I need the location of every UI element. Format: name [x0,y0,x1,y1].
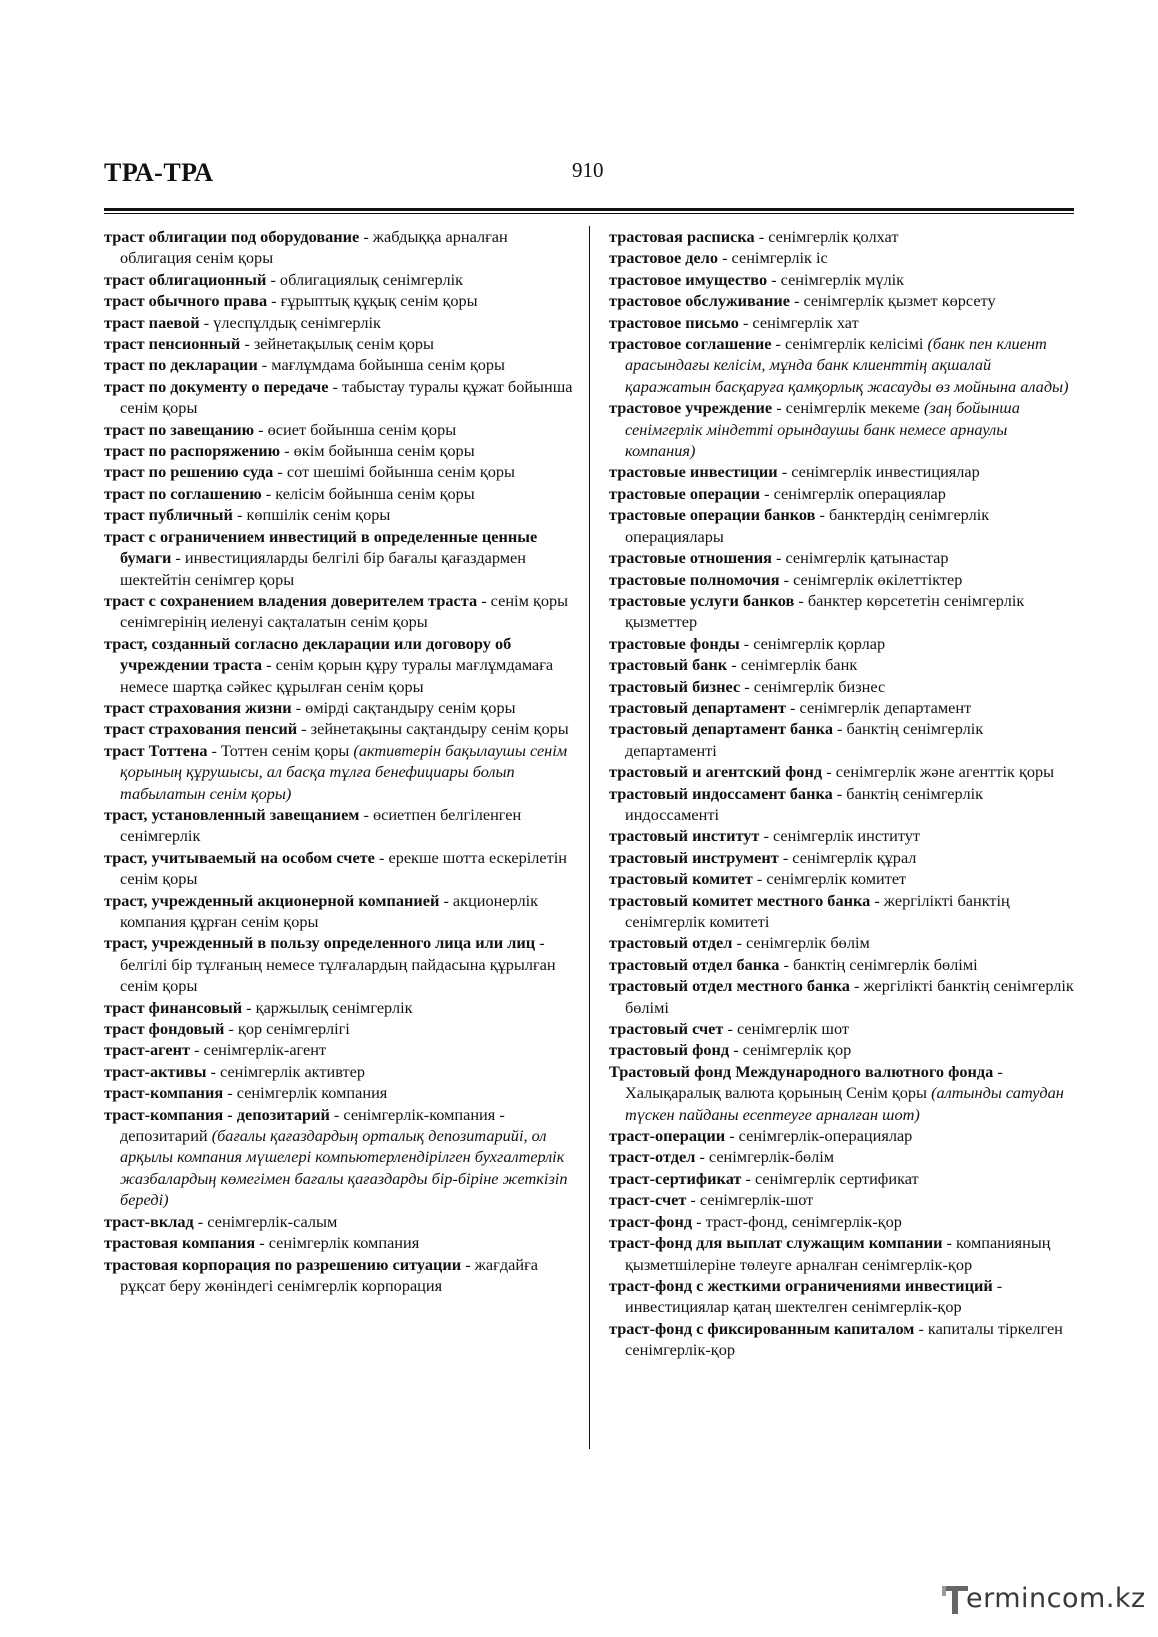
entry-translation: - сенімгерлік хат [738,312,859,332]
entry-translation: - Халықаралық валюта қорының Сенім қоры [625,1061,1003,1103]
dictionary-entry [104,1211,574,1232]
page-header [104,158,1074,208]
dictionary-entry [104,804,574,847]
entry-translation: - банктің сенімгерлік бөлімі [779,954,978,974]
entry-translation: - сенім қорын құру туралы мағлұмдамаға немесе шартқа сәйкес құрылған сенім қоры [120,655,554,696]
dictionary-entry [609,312,1079,333]
entry-translation: - сот шешімі бойынша сенім қоры [273,462,515,482]
dictionary-entry [609,483,1079,504]
entry-translation: - жабдыққа арналған облигация сенім қоры [120,227,508,268]
dictionary-entry [609,847,1079,868]
dictionary-entry [609,1125,1079,1146]
entry-term: траст-активы [104,1061,207,1081]
entry-term: траст публичный [104,505,233,525]
dictionary-entry [104,1082,574,1103]
entry-term: траст-операции [609,1126,726,1146]
entry-note: (заң бойынша сенімгерлік міндетті орындаушы банк немесе арнаулы компания) [625,398,1020,461]
header-rule-thick [104,208,1074,211]
entry-term: траст с сохранением владения доверителем траста [104,590,478,610]
entry-term: траст страхования жизни [104,697,292,717]
dictionary-entry [104,526,574,590]
dictionary-entry [104,1018,574,1039]
entry-translation: - сенімгерлік-компания - депозитарий [120,1104,505,1146]
dictionary-entry [609,1211,1079,1232]
entry-term: траст облигационный [104,269,267,289]
entry-translation: - сенімгерлік банк [727,655,858,675]
entry-translation: - сенімгерлік қорлар [739,633,886,653]
dictionary-entry [609,654,1079,675]
entry-term: траст Тоттена [104,740,208,760]
entry-term: траст облигации под оборудование [104,227,360,246]
entry-term: траст фондовый [104,1019,225,1039]
entry-term: траст, учрежденный в пользу определенного лица или лиц [104,933,536,953]
entry-translation: - сенімгерлік-агент [189,1040,327,1060]
entry-translation: - Тоттен сенім қоры [207,740,354,760]
entry-note: (активтерін бақылаушы сенім қорының құрушысы, ал басқа тұлға бенефициары болып табылатын сенім қоры) [120,740,568,803]
entry-term: трастовая компания [104,1233,256,1253]
entry-term: траст-вклад [104,1211,194,1231]
entry-term: траст-фонд для выплат служащим компании [609,1233,943,1253]
entry-translation: - сенімгерлік сертификат [741,1168,919,1188]
entry-translation: - инвестициялар қатаң шектелген сенімгерлік-қор [625,1275,1003,1317]
dictionary-entry [104,718,574,739]
entry-term: трастовые инвестиции [609,462,778,482]
dictionary-entry [609,932,1079,953]
entry-term: трастовый счет [609,1019,724,1039]
entry-term: траст обычного права [104,291,268,311]
entry-translation: - жергілікті банктің сенімгерлік бөлімі [625,976,1074,1017]
entry-term: траст по распоряжению [104,441,281,461]
entry-translation: - өсиет бойынша сенім қоры [254,419,457,439]
entry-translation: - сенімгерлік бизнес [740,676,886,696]
column-divider [589,226,590,1449]
entry-term: трастовые полномочия [609,569,780,589]
entry-translation: - акционерлік компания құрған сенім қоры [120,890,539,931]
entry-term: трастовый институт [609,826,760,846]
entry-term: трастовые операции банков [609,505,816,525]
entry-translation: - сенімгерлік департамент [785,697,972,717]
dictionary-entry [609,1275,1079,1318]
entry-translation: - сенімгерлік бөлім [732,933,870,953]
entry-term: траст, установленный завещанием [104,804,360,824]
dictionary-entry [104,847,574,890]
dictionary-entry [104,504,574,525]
dictionary-entry [609,783,1079,826]
dictionary-entry [104,461,574,482]
entry-term: трастовый отдел местного банка [609,976,850,996]
dictionary-entry [609,975,1079,1018]
entry-term: траст по соглашению [104,483,262,503]
entry-translation: - компанияның қызметшілеріне төлеуге арналған сенімгерлік-қор [625,1233,1051,1274]
entry-term: трастовые услуги банков [609,590,795,610]
entry-translation: - сенімгерлік комитет [752,869,907,889]
entry-translation: - сенімгерлік мекеме [772,398,924,418]
dictionary-entry [609,547,1079,568]
entry-term: трастовый фонд [609,1040,730,1060]
dictionary-entry [609,1232,1079,1275]
dictionary-entry [104,1254,574,1297]
entry-term: траст, созданный согласно декларации или договору об учреждении траста [104,633,512,675]
dictionary-entry [609,269,1079,290]
entry-translation: - капиталы тіркелген сенімгерлік-қор [625,1318,1063,1360]
dictionary-entry [609,1061,1079,1125]
dictionary-entry [104,226,574,269]
entry-term: трастовое имущество [609,269,768,289]
entry-translation: - банктердің сенімгерлік операциялары [625,505,990,546]
entry-term: трастовые фонды [609,633,740,653]
watermark [940,1580,1146,1620]
entry-translation: - белгілі бір тұлғаның немесе тұлғалардың пайдасына құрылған сенім қоры [120,933,556,996]
entry-term: трастовый департамент банка [609,719,833,739]
entry-translation: - өмірді сақтандыру сенім қоры [291,697,516,717]
entry-translation: - сенім қоры сенімгерінің иеленуі сақталатын сенім қоры [120,590,569,632]
entry-translation: - ғұрыптық құқық сенім қоры [267,291,478,311]
header-rule-thin [104,213,1074,214]
dictionary-entry [609,504,1079,547]
entry-term: трастовый отдел [609,933,733,953]
dictionary-entry [104,354,574,375]
entry-term: траст, учрежденный акционерной компанией [104,890,440,910]
dictionary-entry [609,590,1079,633]
entry-term: трастовый банк [609,655,728,675]
dictionary-entry [609,890,1079,933]
entry-term: траст по декларации [104,355,258,375]
entry-translation: - инвестицияларды белгілі бір бағалы қағаздармен шектейтін сенімгер қоры [120,548,526,589]
dictionary-entry [609,697,1079,718]
entry-translation: - жергілікті банктің сенімгерлік комитеті [625,890,1010,931]
entry-translation: - сенімгерлік іс [718,248,828,268]
entry-translation: - мағлұмдама бойынша сенім қоры [257,355,505,375]
entry-translation: - банктің сенімгерлік департаменті [625,719,984,760]
entry-translation: - сенімгерлік активтер [206,1061,365,1081]
entry-translation: - келісім бойынша сенім қоры [261,483,475,503]
dictionary-entry [104,590,574,633]
entry-term: траст-сертификат [609,1168,742,1188]
dictionary-entry [104,997,574,1018]
entry-term: траст-агент [104,1040,190,1060]
dictionary-entry [104,290,574,311]
entry-translation: - сенімгерлік компания [255,1233,420,1253]
entry-translation: - жағдайға рұқсат беру жөніндегі сенімгерлік корпорация [120,1254,538,1295]
dictionary-entry [104,312,574,333]
entry-term: траст-компания [104,1083,224,1103]
entry-term: траст, учитываемый на особом счете [104,847,375,867]
dictionary-entry [104,1039,574,1060]
entry-term: трастовое обслуживание [609,291,790,311]
entry-translation: - сенімгерлік өкілеттіктер [779,569,963,589]
entry-translation: - ерекше шотта ескерілетін сенім қоры [120,847,567,889]
entry-term: трастовое учреждение [609,398,773,418]
entry-term: траст-фонд [609,1211,693,1231]
entry-term: трастовый бизнес [609,676,741,696]
entry-translation: - сенімгерлік-шот [686,1190,814,1210]
entry-term: траст-фонд с жесткими ограничениями инвестиций [609,1275,993,1295]
entry-translation: - сенімгерлік институт [759,826,921,846]
dictionary-entry [609,333,1079,397]
dictionary-entry [104,890,574,933]
entry-translation: - сенімгерлік компания [223,1083,388,1103]
entry-translation: - сенімгерлік инвестициялар [777,462,980,482]
entry-translation: - сенімгерлік мүлік [767,269,905,289]
entry-translation: - зейнетақылық сенім қоры [240,334,434,354]
entry-translation: - сенімгерлік келісімі [771,334,928,354]
entry-translation: - банктер көрсететін сенімгерлік қызметтер [625,590,1025,632]
dictionary-entry [104,697,574,718]
dictionary-entry [104,633,574,697]
dictionary-entry [609,569,1079,590]
entry-term: трастовая корпорация по разрешению ситуации [104,1254,462,1274]
entry-term: трастовый комитет местного банка [609,890,871,910]
entry-translation: - сенімгерлік қолхат [754,227,899,246]
dictionary-entry [609,1018,1079,1039]
entry-translation: - зейнетақыны сақтандыру сенім қоры [297,719,569,739]
entry-term: трастовый и агентский фонд [609,762,823,782]
entry-translation: - қор сенімгерлігі [224,1019,350,1039]
entry-term: трастовый комитет [609,869,753,889]
entry-term: траст паевой [104,312,200,332]
entry-term: траст-фонд с фиксированным капиталом [609,1318,915,1338]
entry-term: траст по завещанию [104,419,255,439]
dictionary-entry [609,718,1079,761]
entry-note: (бағалы қағаздардың орталық депозитарийі, ол арқылы компания мүшелері компьютерлендірілген бухгалтерлік жазбалардың көмегімен бағалы қағаздарды бір-біріне жеткізіп береді) [120,1126,568,1210]
dictionary-entry [104,483,574,504]
entry-translation: - өсиетпен белгіленген сенімгерлік [120,804,522,846]
entry-translation: - банктің сенімгерлік индоссаменті [625,783,984,824]
entry-term: трастовый индоссамент банка [609,783,833,803]
entry-translation: - сенімгерлік шот [723,1019,849,1039]
entry-translation: - қаржылық сенімгерлік [242,997,413,1017]
entry-term: трастовые операции [609,483,761,503]
entry-translation: - табыстау туралы құжат бойынша сенім қоры [120,376,573,418]
dictionary-entry [609,676,1079,697]
page-number: 910 [572,158,604,182]
entry-term: трастовое письмо [609,312,739,332]
entry-translation: - сенімгерлік қор [729,1040,852,1060]
entry-translation: - траст-фонд, сенімгерлік-қор [692,1211,902,1231]
entry-translation: - үлеспұлдық сенімгерлік [199,312,381,332]
dictionary-entry [609,761,1079,782]
dictionary-entry [104,419,574,440]
dictionary-entry [609,1146,1079,1167]
entry-translation: - облигациялық сенімгерлік [266,269,464,289]
entry-translation: - өкім бойынша сенім қоры [280,441,475,461]
left-column [104,226,574,1296]
entry-translation: - көпшілік сенім қоры [232,505,391,525]
dictionary-entry [609,1039,1079,1060]
entry-translation: - сенімгерлік-бөлім [695,1147,835,1167]
dictionary-entry [104,932,574,996]
dictionary-entry [609,226,1079,247]
dictionary-entry [104,376,574,419]
entry-term: трастовая расписка [609,227,755,246]
entry-translation: - сенімгерлік-салым [193,1211,338,1231]
dictionary-entry [104,333,574,354]
entry-term: траст по решению суда [104,462,274,482]
entry-term: траст с ограничением инвестиций в определенные ценные бумаги [104,526,538,568]
entry-term: трастовый отдел банка [609,954,780,974]
entry-term: Трастовый фонд Международного валютного фонда [609,1061,994,1081]
dictionary-entry [609,954,1079,975]
entry-term: траст-счет [609,1190,687,1210]
entry-term: траст страхования пенсий [104,719,298,739]
entry-term: траст финансовый [104,997,243,1017]
dictionary-entry [104,1061,574,1082]
dictionary-entry [609,290,1079,311]
entry-translation: - сенімгерлік және агенттік қоры [822,762,1055,782]
dictionary-entry [609,1168,1079,1189]
entry-translation: - сенімгерлік-операциялар [725,1126,913,1146]
watermark-text: ermincom.kz [966,1583,1146,1614]
entry-term: трастовый департамент [609,697,786,717]
entry-translation: - сенімгерлік операциялар [760,483,946,503]
section-code: ТРА-ТРА [104,158,214,187]
dictionary-entry [609,868,1079,889]
dictionary-entry [609,1318,1079,1361]
dictionary-entry [609,461,1079,482]
entry-translation: - сенімгерлік құрал [778,847,917,867]
dictionary-entry [104,740,574,804]
entry-note: (банк пен клиент арасындағы келісім, мұнда банк клиенттің ақшалай қаражатын басқаруға қамқорлық жасауды өз мойнына алады) [625,334,1069,396]
entry-term: трастовое дело [609,248,718,268]
dictionary-entry [104,1232,574,1253]
entry-translation: - сенімгерлік қызмет көрсету [789,291,996,311]
entry-translation: - сенімгерлік қатынастар [771,548,949,568]
dictionary-entry [104,440,574,461]
dictionary-entry [609,825,1079,846]
entry-term: траст-компания - депозитарий [104,1104,330,1124]
entry-term: траст пенсионный [104,334,241,354]
dictionary-entry [609,397,1079,461]
entry-term: трастовое соглашение [609,334,772,354]
entry-note: (алтынды сатудан түскен пайданы есептеуге арналған шот) [625,1083,1064,1124]
dictionary-entry [104,1104,574,1211]
entry-term: траст-отдел [609,1147,696,1167]
dictionary-entry [609,247,1079,268]
entry-term: траст по документу о передаче [104,376,329,396]
dictionary-entry [104,269,574,290]
entry-term: трастовый инструмент [609,847,779,867]
dictionary-entry [609,633,1079,654]
entry-term: трастовые отношения [609,548,772,568]
right-column [609,226,1079,1361]
dictionary-entry [609,1189,1079,1210]
